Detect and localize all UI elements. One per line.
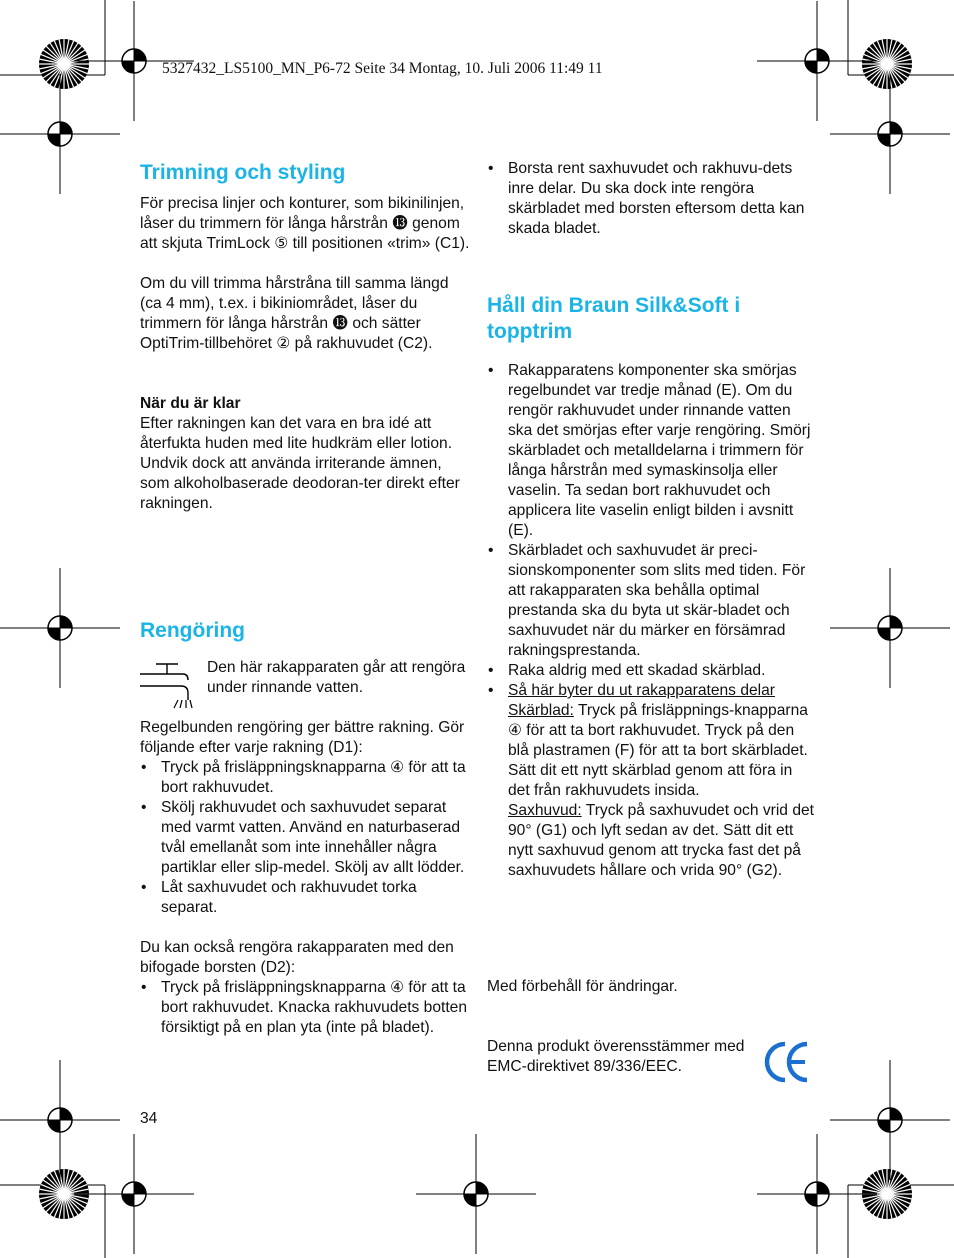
ce-statement: Denna produkt överensstämmer med EMC-direktivet 89/336/EEC. — [487, 1038, 745, 1075]
list-item-replace — [487, 681, 817, 881]
page-number: 34 — [140, 1110, 158, 1127]
clean-heading: Rengöring — [140, 619, 245, 642]
list-item: • Raka aldrig med ett skadad skärblad. — [487, 661, 817, 681]
print-header: 5327432_LS5100_MN_P6-72 Seite 34 Montag, 10. Juli 2006 11:49 11 — [162, 60, 603, 77]
clean-section — [140, 618, 470, 644]
replace-title: Så här byter du ut rakapparatens delar — [508, 682, 775, 699]
care-list — [487, 361, 817, 881]
faucet-icon — [138, 660, 198, 710]
trim-section — [140, 160, 470, 514]
ready-paragraph: Efter rakningen kan det vara en bra idé att återfukta huden med lite hudkräm eller lotion. Undvik dock att använda irriterande ämnen, som alkoholbaserade deodoran-ter direkt efter rakningen. — [140, 415, 460, 512]
clean-paragraph-2: Du kan också rengöra rakapparaten med den bifogade borsten (D2): — [140, 939, 454, 976]
care-section — [487, 293, 817, 881]
list-item: • Borsta rent saxhuvudet och rakhuvu-dets inre delar. Du ska dock inte rengöra skärbladet med borsten eftersom detta kan skada bladet. — [487, 159, 817, 239]
list-item: • Låt saxhuvudet och rakhuvudet torka separat. — [140, 878, 470, 918]
brush-section — [487, 159, 817, 239]
clean-list-2 — [140, 978, 470, 1038]
list-item: • Tryck på frisläppningsknapparna ④ för att ta bort rakhuvudet. — [140, 758, 470, 798]
brush-list — [487, 159, 817, 239]
trim-heading: Trimning och styling — [140, 161, 346, 184]
clean-list-1 — [140, 758, 470, 918]
skarblad-label: Skärblad: — [508, 702, 574, 719]
reservation-note: Med förbehåll för ändringar. — [487, 978, 678, 995]
clean-faucet-text: Den här rakapparaten går att rengöra under rinnande vatten. — [207, 659, 466, 696]
clean-body — [140, 718, 470, 1038]
saxhuvud-label: Saxhuvud: — [508, 802, 582, 819]
ready-heading: När du är klar — [140, 395, 241, 412]
list-item: • Rakapparatens komponenter ska smörjas regelbundet var tredje månad (E). Om du rengör rakhuvudet under rinnande vatten ska det smörjas efter varje rengöring. Smörj skärbladet och metalldelarna i trimmern för långa hårstrån med symaskinsolja eller vaselin. Ta sedan bort rakhuvudet och applicera lite vaselin enligt bilden i avsnitt (E). — [487, 361, 817, 541]
list-item: • Skölj rakhuvudet och saxhuvudet separat med varmt vatten. Använd en naturbaserad tvål emellanåt som inte innehåller några partiklar eller slip-medel. Skölj av allt lödder. — [140, 798, 470, 878]
care-heading: Håll din Braun Silk&Soft i topptrim — [487, 294, 741, 343]
skarblad-text: Tryck på frisläppnings-knapparna ④ för att ta bort rakhuvudet. Tryck på den blå plastramen (F) för att ta bort skärbladet. Sätt dit ett nytt skärblad genom att föra in det från rakhuvudets insida. — [508, 702, 808, 799]
clean-paragraph-1: Regelbunden rengöring ger bättre rakning. Gör följande efter varje rakning (D1): — [140, 719, 465, 756]
list-item: • Tryck på frisläppningsknapparna ④ för att ta bort rakhuvudet. Knacka rakhuvudets botten försiktigt på en plan yta (inte på bladet). — [140, 978, 470, 1038]
trim-paragraph-2: Om du vill trimma hårstråna till samma längd (ca 4 mm), t.ex. i bikiniområdet, låser du trimmern för långa hårstrån ⓭ och sätter OptiTrim-tillbehöret ② på rakhuvudet (C2). — [140, 275, 449, 352]
trim-paragraph-1: För precisa linjer och konturer, som bikinilinjen, låser du trimmern för långa hårstrån ⓭ genom att skjuta TrimLock ⑤ till positionen «trim» (C1). — [140, 195, 470, 252]
saxhuvud-text: Tryck på saxhuvudet och vrid det 90° (G1) och lyft sedan av det. Sätt dit ett nytt saxhuvud genom att trycka fast det på saxhuvudets hållare och vrida 90° (G2). — [508, 802, 814, 879]
ce-mark-icon — [765, 1040, 813, 1084]
list-item: • Skärbladet och saxhuvudet är preci-sionskomponenter som slits med tiden. För att rakapparaten ska behålla optimal prestanda ska du byta ut skär-bladet och saxhuvudet när du märker en försämrad rakningsprestanda. — [487, 541, 817, 661]
